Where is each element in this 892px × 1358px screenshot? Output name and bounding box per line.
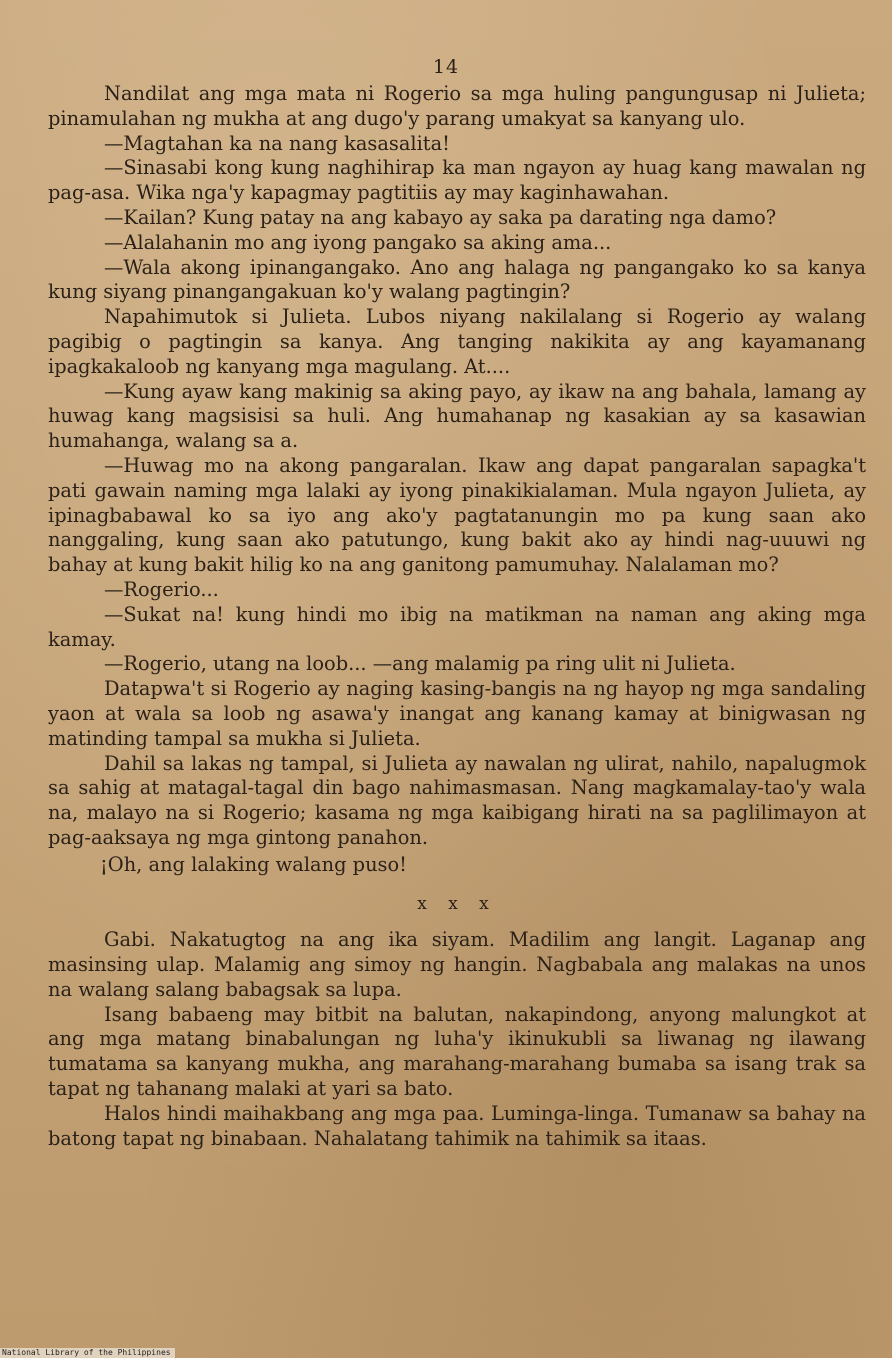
page-number: 14 xyxy=(432,56,460,78)
dialogue-line: —Kailan? Kung patay na ang kabayo ay saka pa darating nga damo? xyxy=(104,205,777,229)
dialogue-line: —Wala akong ipinangangako. Ano ang halaga ng pangangako ko sa kanya kung siyang pinangangakuan ko'y walang pagtingin? xyxy=(48,255,866,304)
dialogue-line: —Sukat na! kung hindi mo ibig na matikman na naman ang aking mga kamay. xyxy=(48,602,866,651)
paragraph: Gabi. Nakatugtog na ang ika siyam. Madilim ang langit. Laganap ang masinsing ulap. Malamig ang simoy ng hangin. Nagbabala ang malakas na unos na walang salang babagsak sa lupa. xyxy=(48,928,866,1001)
page-body xyxy=(48,82,866,1151)
paragraph: Nandilat ang mga mata ni Rogerio sa mga huling pangungusap ni Julieta; pinamulahan ng mukha at ang dugo'y parang umakyat sa kanyang ulo. xyxy=(48,82,866,130)
dialogue-line: —Kung ayaw kang makinig sa aking payo, ay ikaw na ang bahala, lamang ay huwag kang magsisisi sa huli. Ang humahanap ng kasakian ay sa kasawian humahanga, walang sa a. xyxy=(48,379,866,453)
dialogue-line: —Sinasabi kong kung naghihirap ka man ngayon ay huag kang mawalan ng pag-asa. Wika nga'y kapagmay pagtitiis ay may kaginhawahan. xyxy=(48,156,866,205)
paragraph: Dahil sa lakas ng tampal, si Julieta ay nawalan ng ulirat, nahilo, napalugmok sa sahig at matagal-tagal din bago nahimasmasan. Nang magkamalay-tao'y wala na, malayo na si Rogerio; kasama ng mga kaibigang hirati na sa paglilimayon at pag-aaksaya ng mga gintong panahon. xyxy=(48,751,866,849)
dialogue-line: —Rogerio... xyxy=(104,577,219,601)
paragraph: Datapwa't si Rogerio ay naging kasing-bangis na ng hayop ng mga sandaling yaon at wala sa loob ng asawa'y inangat ang kanang kamay at binigwasan ng matinding tampal sa mukha si Julieta. xyxy=(48,677,866,750)
paragraph: Napahimutok si Julieta. Lubos niyang nakilalang si Rogerio ay walang pagibig o pagtingin sa kanya. Ang tanging nakikita ay ang kayamanang ipagkakaloob ng kanyang mga magulang. At.... xyxy=(48,305,866,378)
paragraph: Halos hindi maihakbang ang mga paa. Luminga-linga. Tumanaw sa bahay na batong tapat ng binabaan. Nahalatang tahimik na tahimik sa itaas. xyxy=(48,1101,866,1150)
footer-credit: National Library of the Philippines xyxy=(0,1348,175,1358)
dialogue-line: —Alalahanin mo ang iyong pangako sa aking ama... xyxy=(104,230,612,254)
dialogue-line: —Magtahan ka na nang kasasalita! xyxy=(104,131,450,155)
section-divider: x x x xyxy=(417,893,497,914)
dialogue-line: —Huwag mo na akong pangaralan. Ikaw ang dapat pangaralan sapagka't pati gawain naming mga lalaki ay iyong pinakikialaman. Mula ngayon Julieta, ay ipinagbabawal ko sa iyo ang ako'y pagtatanungin mo pa kung saan ako nanggaling, kung saan ako patutungo, kung bakit ako ay hindi nag-uuuwi ng bahay at kung bakit hilig ko na ang ganitong pamumuhay. Nalalaman mo? xyxy=(48,453,866,577)
dialogue-line: —Rogerio, utang na loob... —ang malamig pa ring ulit ni Julieta. xyxy=(104,652,736,676)
exclamation-line: ¡Oh, ang lalaking walang puso! xyxy=(100,852,407,876)
paragraph: Isang babaeng may bitbit na balutan, nakapindong, anyong malungkot at ang mga matang binabalungan ng luha'y ikinukubli sa liwanag ng ilawang tumatama sa kanyang mukha, ang marahang-marahang bumaba sa isang trak sa tapat ng tahanang malaki at yari sa bato. xyxy=(48,1002,866,1101)
